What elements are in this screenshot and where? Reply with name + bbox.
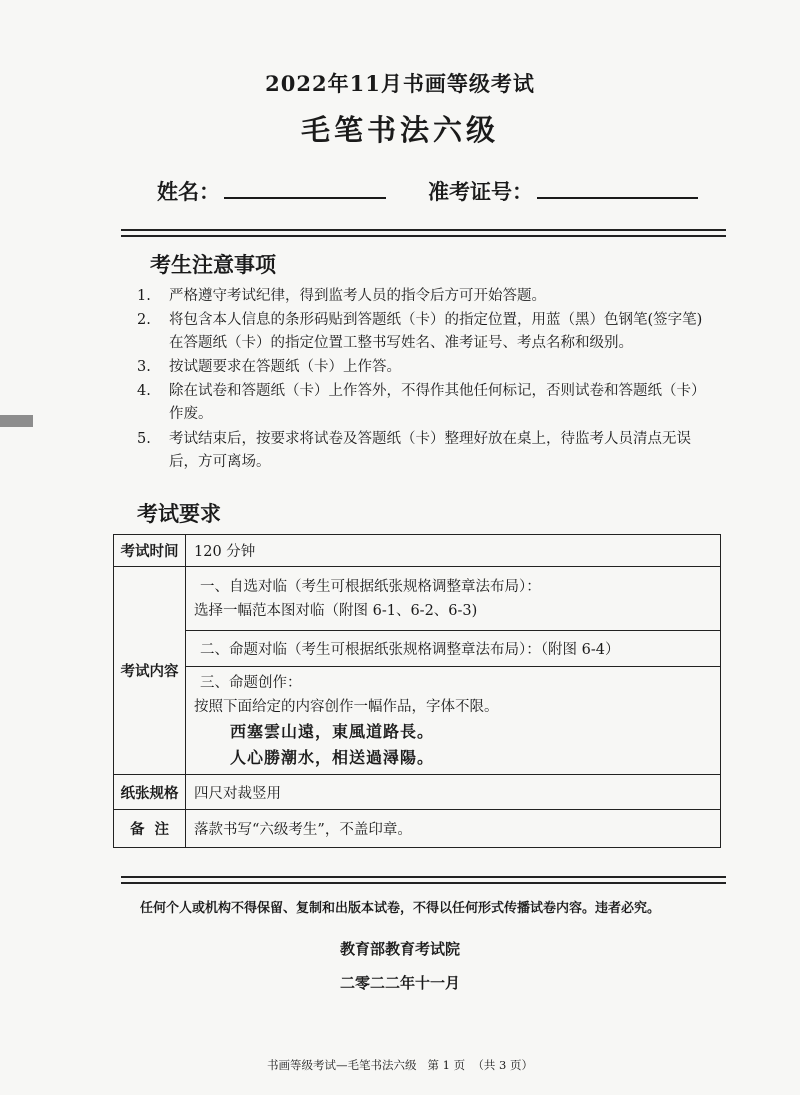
item-text: 严格遵守考试纪律，得到监考人员的指令后方可开始答题。 bbox=[169, 288, 546, 304]
item-text: 将包含本人信息的条形码贴到答题纸（卡）的指定位置，用蓝（黑）色钢笔(签字笔)在答题纸（卡）的指定位置工整书写姓名、准考证号、考点名称和级别。 bbox=[169, 312, 703, 351]
notice-title: 考生注意事项 bbox=[150, 252, 276, 277]
content-label: 考试内容 bbox=[114, 567, 186, 775]
ticket-number-label: 准考证号： bbox=[428, 179, 533, 204]
issuer: 教育部教育考试院 bbox=[339, 940, 460, 958]
item-text: 按试题要求在答题纸（卡）上作答。 bbox=[169, 359, 401, 375]
part2-text: 二、命题对临（考生可根据纸张规格调整章法布局）：（附图 6-4） bbox=[200, 642, 620, 658]
divider-top-1 bbox=[121, 229, 726, 231]
page-info: 书画等级考试—毛笔书法六级 第 1 页 （共 3 页） bbox=[266, 1058, 534, 1072]
requirements-title: 考试要求 bbox=[137, 501, 221, 526]
item-number: 1. bbox=[137, 288, 151, 304]
notice-list bbox=[137, 285, 717, 480]
paper-label: 纸张规格 bbox=[114, 775, 186, 810]
divider-bottom-2 bbox=[121, 882, 726, 884]
requirements-table bbox=[113, 534, 721, 848]
part3-detail: 按照下面给定的内容创作一幅作品，字体不限。 bbox=[194, 698, 499, 715]
time-value: 120 分钟 bbox=[186, 535, 721, 567]
item-number: 5. bbox=[137, 431, 151, 447]
table-row bbox=[114, 775, 721, 810]
item-text: 除在试卷和答题纸（卡）上作答外，不得作其他任何标记，否则试卷和答题纸（卡）作废。 bbox=[169, 383, 706, 422]
item-number: 2. bbox=[137, 312, 151, 328]
part3-heading: 三、命题创作： bbox=[200, 674, 302, 691]
table-row bbox=[114, 535, 721, 567]
name-label: 姓名： bbox=[157, 179, 220, 204]
ticket-number-field[interactable] bbox=[537, 195, 698, 199]
item-number: 4. bbox=[137, 383, 151, 399]
content-part-2 bbox=[186, 631, 721, 667]
part1-detail: 选择一幅范本图对临（附图 6-1、6-2、6-3) bbox=[194, 602, 478, 619]
exam-subtitle: 毛笔书法六级 bbox=[300, 113, 499, 147]
poem-line-2: 人心勝潮水，相送過潯陽。 bbox=[230, 747, 435, 767]
divider-top-2 bbox=[121, 235, 726, 237]
scan-edge-mark bbox=[0, 415, 33, 427]
table-row bbox=[114, 567, 721, 631]
poem-line-1: 西塞雲山遠，東風道路長。 bbox=[230, 721, 435, 741]
table-row bbox=[114, 667, 721, 775]
item-number: 3. bbox=[137, 359, 151, 375]
paper-value: 四尺对裁竖用 bbox=[186, 775, 721, 810]
table-row bbox=[114, 810, 721, 848]
name-field[interactable] bbox=[224, 195, 386, 199]
exam-title: 2022年11月书画等级考试 bbox=[265, 71, 535, 96]
time-label: 考试时间 bbox=[114, 535, 186, 567]
content-part-1 bbox=[186, 567, 721, 631]
copyright-notice: 任何个人或机构不得保留、复制和出版本试卷，不得以任何形式传播试卷内容。违者必究。 bbox=[139, 901, 660, 916]
remark-value: 落款书写“六级考生”，不盖印章。 bbox=[186, 810, 721, 848]
remark-label: 备 注 bbox=[114, 810, 186, 848]
item-text: 考试结束后，按要求将试卷及答题纸（卡）整理好放在桌上，待监考人员清点无误后，方可离场。 bbox=[169, 431, 691, 470]
table-row bbox=[114, 631, 721, 667]
content-part-3 bbox=[186, 667, 721, 775]
part1-heading: 一、自选对临（考生可根据纸张规格调整章法布局）： bbox=[200, 578, 541, 595]
issue-date: 二零二二年十一月 bbox=[339, 974, 460, 992]
divider-bottom-1 bbox=[121, 876, 726, 878]
